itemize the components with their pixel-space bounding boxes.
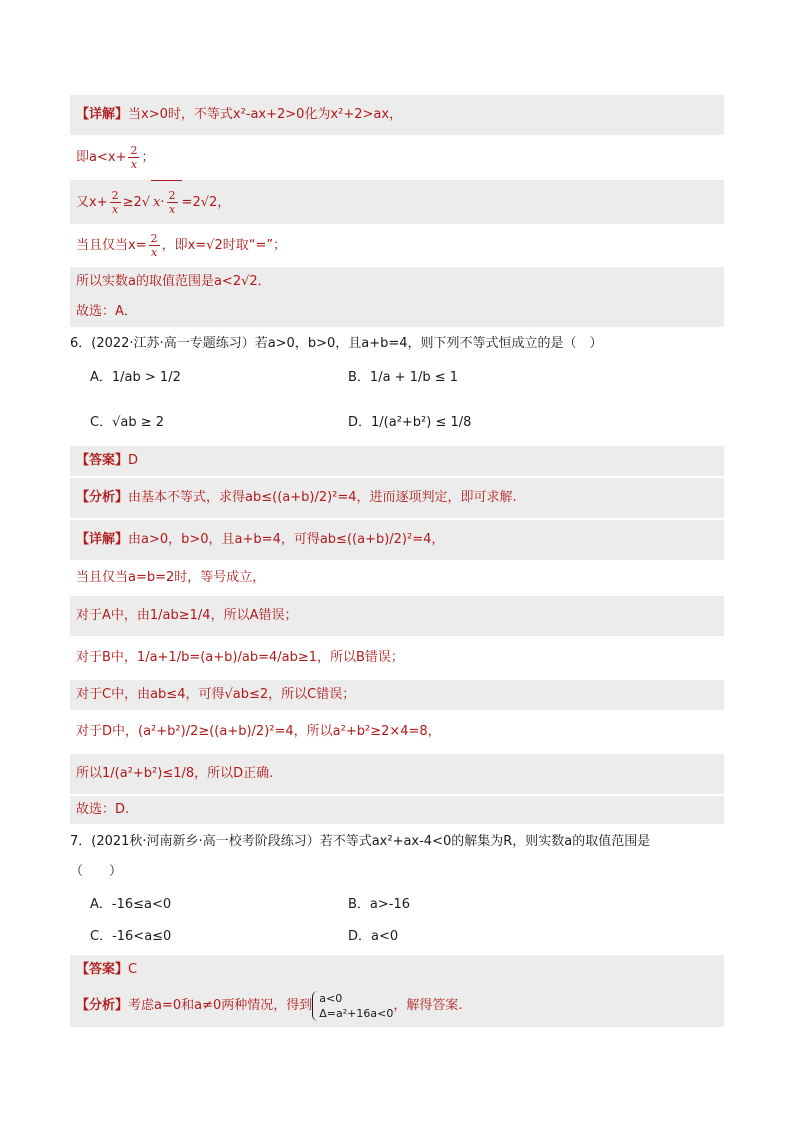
q7-option-c-text: C．-16<a≤0 xyxy=(90,929,172,944)
q6-detail-7-text: 所以1/(a²+b²)≤1/8，所以D正确. xyxy=(76,766,274,781)
q7-option-a-text: A．-16≤a<0 xyxy=(90,897,172,912)
q6-detail-1 xyxy=(70,520,724,560)
q7-stem2-text: （ ） xyxy=(70,864,123,879)
q5-line4-prefix: 当且仅当x= xyxy=(76,238,147,253)
answer-tag: 【答案】 xyxy=(76,453,129,468)
q6-detail-7 xyxy=(70,754,724,794)
q6-option-b[interactable] xyxy=(348,368,458,388)
q5-line3-suffix: =2√2， xyxy=(181,195,231,210)
q7-answer xyxy=(70,955,724,985)
analysis-tag: 【分析】 xyxy=(76,998,129,1013)
q6-answer xyxy=(70,446,724,476)
q5-detail-line4 xyxy=(70,226,724,266)
q5-detail-line6 xyxy=(70,297,724,327)
q6-option-b-text: B．1/a + 1/b ≤ 1 xyxy=(348,370,459,385)
q6-option-a[interactable] xyxy=(90,368,181,388)
q6-detail-6 xyxy=(70,712,724,752)
answer-tag: 【答案】 xyxy=(76,962,129,977)
q6-answer-value: D xyxy=(128,453,139,468)
q6-detail-3-text: 对于A中，由1/ab≥1/4，所以A错误； xyxy=(76,608,298,623)
q5-line3-mid: ≥2 xyxy=(122,195,142,210)
q7-analysis-prefix: 考虑a=0和a≠0两种情况，得到 xyxy=(128,998,313,1013)
q6-detail-5-text: 对于C中，由ab≤4，可得√ab≤2，所以C错误； xyxy=(76,687,356,702)
q6-stem xyxy=(70,334,724,356)
q7-answer-value: C xyxy=(128,962,138,977)
inequality-system xyxy=(312,991,393,1021)
q7-stem xyxy=(70,832,724,854)
q5-line5: 所以实数a的取值范围是a<2√2． xyxy=(76,274,271,289)
q7-analysis xyxy=(70,985,724,1027)
sqrt-expression: √ x· $\frac{2}{x}$ xyxy=(142,195,182,210)
q7-stem-text: 7．(2021秋·河南新乡·高一校考阶段练习）若不等式ax²+ax-4<0的解集为R，则实数a的取值范围是 xyxy=(70,834,651,849)
system-line-2: Δ=a²+16a<0 xyxy=(319,1006,394,1020)
q6-option-a-text: A．1/ab > 1/2 xyxy=(90,370,181,385)
q6-detail-1-text: 由a>0，b>0，且a+b=4，可得ab≤((a+b)/2)²=4， xyxy=(128,532,445,547)
q7-analysis-suffix: ，解得答案. xyxy=(393,998,463,1013)
q6-analysis xyxy=(70,478,724,518)
q6-analysis-text: 由基本不等式，求得ab≤((a+b)/2)²=4，进而逐项判定，即可求解. xyxy=(128,490,517,505)
q5-line3-prefix: 又x+ xyxy=(76,195,108,210)
q5-detail-line1 xyxy=(70,95,724,135)
q6-detail-2 xyxy=(70,564,724,592)
q6-option-c-text: C．√ab ≥ 2 xyxy=(90,415,165,430)
fraction: $\frac{2}{x}$ xyxy=(150,232,158,259)
q6-detail-8-text: 故选：D. xyxy=(76,802,130,817)
q5-line2-prefix: 即a<x+ xyxy=(76,150,127,165)
q6-detail-3 xyxy=(70,596,724,636)
q6-option-d[interactable] xyxy=(348,413,471,433)
q7-option-b-text: B．a>-16 xyxy=(348,897,411,912)
detail-tag: 【详解】 xyxy=(76,107,129,122)
q6-stem-text: 6．(2022·江苏·高一专题练习）若a>0，b>0，且a+b=4，则下列不等式恒成立的是（ ） xyxy=(70,336,603,351)
q6-detail-6-text: 对于D中，(a²+b²)/2≥((a+b)/2)²=4，所以a²+b²≥2×4=8， xyxy=(76,724,441,739)
q7-option-d-text: D．a<0 xyxy=(348,929,399,944)
q6-detail-2-text: 当且仅当a=b=2时，等号成立， xyxy=(76,570,266,585)
q6-option-d-text: D．1/(a²+b²) ≤ 1/8 xyxy=(348,415,472,430)
system-line-1: a<0 xyxy=(319,991,343,1005)
q7-stem-2 xyxy=(70,862,724,884)
q5-line4-suffix: ，即x=√2时取“=”； xyxy=(161,238,287,253)
q5-detail-line2 xyxy=(70,140,724,176)
q7-option-d[interactable] xyxy=(348,927,398,947)
q6-detail-5 xyxy=(70,680,724,710)
q6-detail-8 xyxy=(70,796,724,824)
analysis-tag: 【分析】 xyxy=(76,490,129,505)
q6-detail-4-text: 对于B中，1/a+1/b=(a+b)/ab=4/ab≥1，所以B错误； xyxy=(76,650,404,665)
q5-line6: 故选：A． xyxy=(76,304,137,319)
q6-option-c[interactable] xyxy=(90,413,164,433)
q7-option-a[interactable] xyxy=(90,895,171,915)
q5-line2-suffix: ； xyxy=(141,150,155,165)
q5-detail-line5 xyxy=(70,267,724,297)
q7-option-b[interactable] xyxy=(348,895,410,915)
q6-detail-4 xyxy=(70,638,724,678)
fraction: $\frac{2}{x}$ xyxy=(111,189,119,216)
detail-tag: 【详解】 xyxy=(76,532,129,547)
q5-detail-line3 xyxy=(70,180,724,224)
fraction: $\frac{2}{x}$ xyxy=(130,144,138,171)
q5-detail-text-1: 当x>0时，不等式x²-ax+2>0化为x²+2>ax， xyxy=(128,107,403,122)
q7-option-c[interactable] xyxy=(90,927,171,947)
